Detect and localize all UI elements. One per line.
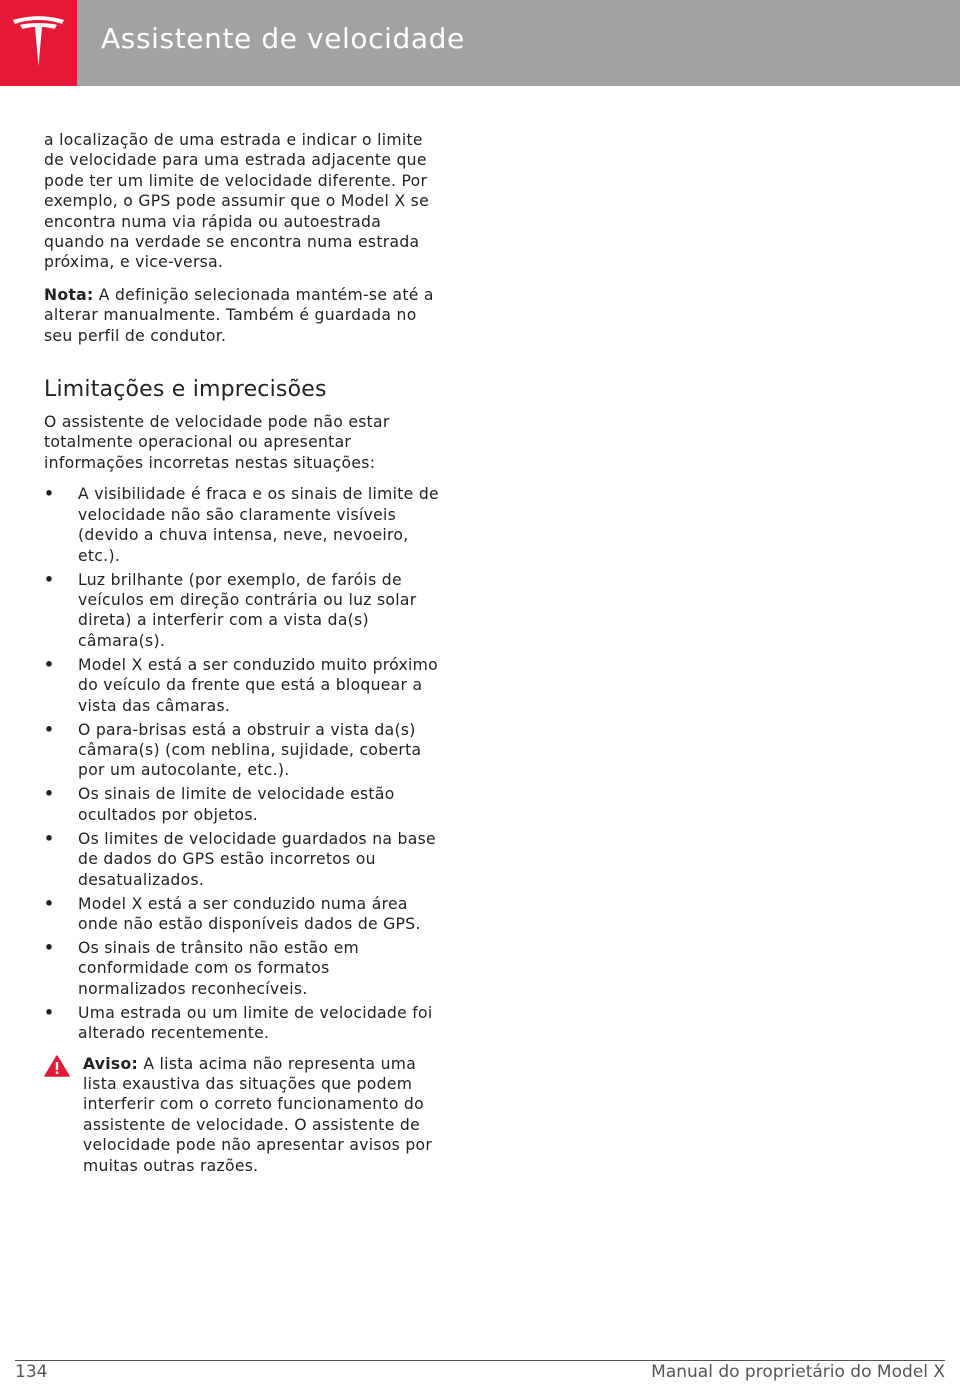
bullet-marker: •	[44, 1003, 55, 1022]
warning-block	[44, 1054, 442, 1176]
list-item	[44, 784, 442, 825]
bullet-marker: •	[44, 720, 55, 739]
list-item	[44, 655, 442, 716]
list-item	[44, 484, 442, 566]
warning-label: Aviso:	[83, 1054, 139, 1073]
note-label: Nota:	[44, 285, 94, 304]
footer-title: Manual do proprietário do Model X	[651, 1362, 945, 1382]
list-item-text: Os sinais de trânsito não estão em conformidade com os formatos normalizados reconhecíveis.	[78, 938, 359, 998]
page-header	[0, 0, 960, 86]
list-item-text: Model X está a ser conduzido muito próximo do veículo da frente que está a bloquear a vista das câmaras.	[78, 655, 438, 715]
bullet-marker: •	[44, 485, 55, 504]
tesla-logo-icon	[11, 16, 66, 68]
note	[44, 285, 442, 346]
section-intro: O assistente de velocidade pode não estar totalmente operacional ou apresentar informações incorretas nestas situações:	[44, 413, 390, 472]
footer-divider	[15, 1360, 945, 1361]
bullet-marker: •	[44, 894, 55, 913]
list-item-text: Os sinais de limite de velocidade estão ocultados por objetos.	[78, 785, 395, 824]
list-item	[44, 1003, 442, 1044]
page-content	[44, 130, 442, 1176]
list-item-text: O para-brisas está a obstruir a vista da(s) câmara(s) (com neblina, sujidade, coberta por um autocolante, etc.).	[78, 720, 422, 780]
list-item	[44, 894, 442, 935]
warning-triangle-icon	[44, 1055, 70, 1077]
warning-text: A lista acima não representa uma lista exaustiva das situações que podem interferir com o correto funcionamento do assistente de velocidade. O assistente de velocidade pode não apresentar avisos por muitas outras razões.	[83, 1054, 433, 1175]
list-item	[44, 570, 442, 652]
body-paragraph: a localização de uma estrada e indicar o limite de velocidade para uma estrada adjacente que pode ter um limite de velocidade diferente. Por exemplo, o GPS pode assumir que o Model X se encontra numa via rápida ou autoestrada quando na verdade se encontra numa estrada próxima, e vice-versa.	[44, 131, 430, 272]
bullet-marker: •	[44, 785, 55, 804]
list-item-text: Luz brilhante (por exemplo, de faróis de veículos em direção contrária ou luz solar direta) a interferir com a vista da(s) câmara(s).	[78, 570, 417, 650]
list-item	[44, 829, 442, 890]
bullet-marker: •	[44, 938, 55, 957]
list-item-text: Os limites de velocidade guardados na base de dados do GPS estão incorretos ou desatualizados.	[78, 829, 436, 889]
page-title: Assistente de velocidade	[101, 22, 465, 55]
warning-text-block	[83, 1054, 442, 1176]
limitations-list	[44, 484, 442, 1043]
bullet-marker: •	[44, 829, 55, 848]
bullet-marker: •	[44, 655, 55, 674]
list-item-text: Uma estrada ou um limite de velocidade foi alterado recentemente.	[78, 1003, 433, 1043]
logo-box	[0, 0, 77, 86]
section-heading: Limitações e imprecisões	[44, 377, 327, 403]
page-number: 134	[15, 1362, 48, 1382]
note-text: A definição selecionada mantém-se até a alterar manualmente. Também é guardada no seu perfil de condutor.	[44, 285, 434, 345]
list-item-text: A visibilidade é fraca e os sinais de limite de velocidade não são claramente visíveis (devido a chuva intensa, neve, nevoeiro, etc.).	[78, 485, 439, 565]
list-item	[44, 938, 442, 999]
list-item-text: Model X está a ser conduzido numa área onde não estão disponíveis dados de GPS.	[78, 894, 421, 933]
list-item	[44, 720, 442, 781]
bullet-marker: •	[44, 570, 55, 589]
